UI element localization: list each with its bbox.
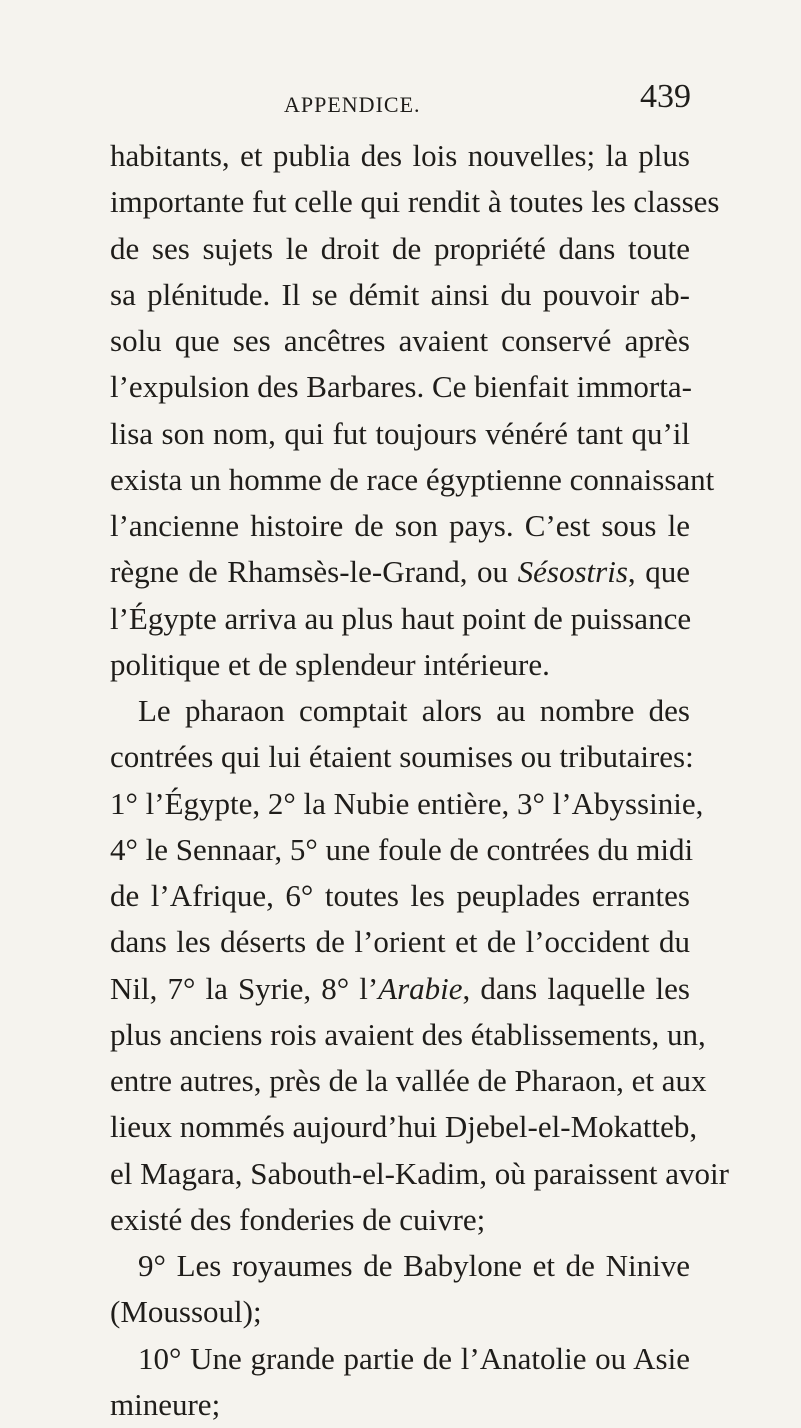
list-item-line: 9° Les royaumes de Babylone et de Ninive <box>138 1248 690 1283</box>
text-line: l’expulsion des Barbares. Ce bienfait immorta- <box>110 369 692 405</box>
text-line: exista un homme de race égyptienne connaissant <box>110 461 715 497</box>
list-item-end-line: (Moussoul); <box>110 1294 262 1330</box>
text-line: lisa son nom, qui fut toujours vénéré tant qu’il <box>110 415 690 451</box>
italic-term-arabie: Arabie <box>378 970 463 1006</box>
text-line: de ses sujets le droit de propriété dans toute <box>110 230 690 266</box>
text-line: l’ancienne histoire de son pays. C’est sous le <box>110 508 690 543</box>
text-line-with-italic <box>110 549 690 595</box>
running-head: APPENDICE. <box>284 92 421 117</box>
list-item-line: 10° Une grande partie de l’Anatolie ou Asie <box>138 1340 690 1376</box>
text-line: lieux nommés aujourd’hui Djebel-el-Mokatteb, <box>110 1109 698 1145</box>
text-line: 1° l’Égypte, 2° la Nubie entière, 3° l’Abyssinie, <box>110 785 704 821</box>
text-line: el Magara, Sabouth-el-Kadim, où paraissent avoir <box>110 1155 729 1191</box>
line-start: règne de Rhamsès-le-Grand, ou <box>110 554 518 590</box>
line-start: Nil, 7° la Syrie, 8° l’ <box>110 970 379 1006</box>
text-line-with-italic <box>110 966 690 1012</box>
text-line: sa plénitude. Il se démit ainsi du pouvoir ab- <box>110 276 690 312</box>
page-number: 439 <box>640 78 691 115</box>
text-line: contrées qui lui étaient soumises ou tributaires: <box>110 739 694 775</box>
line-end: , dans laquelle les <box>462 970 690 1006</box>
text-line: entre autres, près de la vallée de Pharaon, et aux <box>110 1063 707 1098</box>
paragraph-end-line: existé des fonderies de cuivre; <box>110 1201 486 1237</box>
text-line: importante fut celle qui rendit à toutes les classes <box>110 184 720 220</box>
text-line: dans les déserts de l’orient et de l’occident du <box>110 924 690 960</box>
text-line: de l’Afrique, 6° toutes les peuplades errantes <box>110 878 690 913</box>
text-line: plus anciens rois avaient des établissements, un, <box>110 1016 706 1052</box>
text-line: solu que ses ancêtres avaient conservé après <box>110 323 690 358</box>
paragraph-end-line: politique et de splendeur intérieure. <box>110 646 550 682</box>
list-item-end-line: mineure; <box>110 1386 221 1422</box>
italic-term-sesostris: Sésostris <box>517 554 628 590</box>
body-text <box>110 133 729 1428</box>
line-end: , que <box>627 554 690 590</box>
paragraph-start-line: Le pharaon comptait alors au nombre des <box>138 693 690 728</box>
text-line: l’Égypte arriva au plus haut point de puissance <box>110 600 692 636</box>
text-line: 4° le Sennaar, 5° une foule de contrées du midi <box>110 831 694 867</box>
text-line: habitants, et publia des lois nouvelles; la plus <box>110 138 690 173</box>
